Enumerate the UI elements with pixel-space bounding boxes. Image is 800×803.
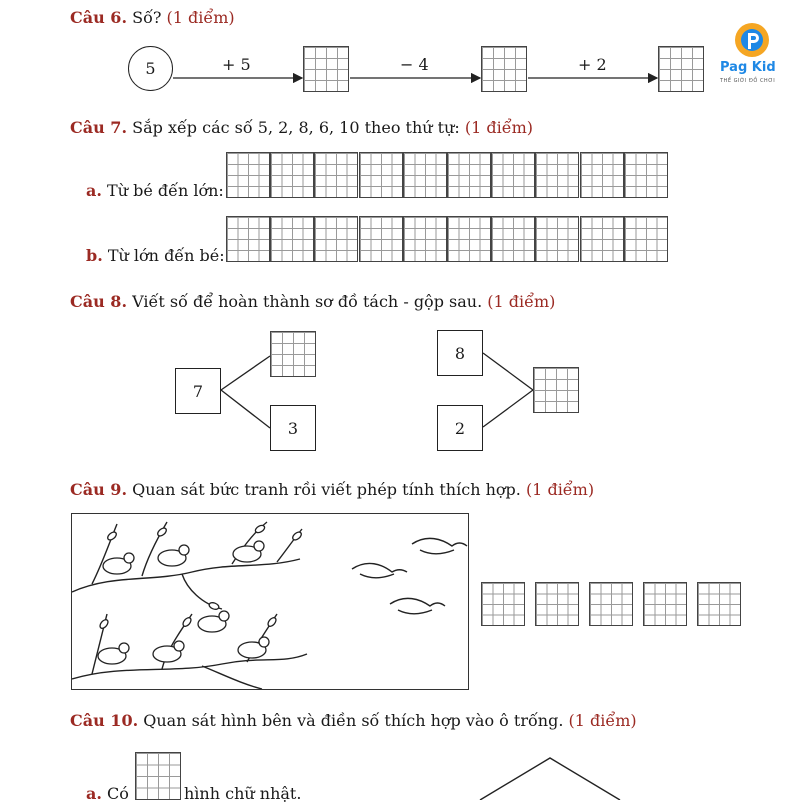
question-text: Quan sát bức tranh rồi viết phép tính thích hợp.	[132, 480, 521, 499]
question-points: (1 điểm)	[568, 711, 637, 730]
question-number: Câu 9.	[70, 480, 128, 499]
q10-row-a-prefix	[86, 784, 129, 803]
question-points: (1 điểm)	[487, 292, 556, 311]
brand-name: Pag Kid	[720, 60, 776, 75]
question-number: Câu 6.	[70, 8, 128, 27]
right-top-box: 8	[437, 330, 483, 376]
equation-box-3[interactable]	[589, 582, 633, 626]
row-text-prefix: Có	[107, 784, 129, 803]
right-bottom-box: 2	[437, 405, 483, 451]
brand-tagline: THẾ GIỚI ĐỒ CHƠI	[720, 78, 776, 84]
start-number-circle: 5	[128, 46, 173, 91]
birds-illustration	[71, 513, 469, 690]
question-number: Câu 10.	[70, 711, 139, 730]
row-text: Từ bé đến lớn:	[107, 181, 224, 200]
question-9-heading	[70, 480, 594, 499]
row-letter: a.	[86, 784, 102, 803]
left-part-answer-box[interactable]	[270, 331, 316, 377]
q10-row-a-suffix: hình chữ nhật.	[184, 784, 302, 803]
right-whole-answer-box[interactable]	[533, 367, 579, 413]
question-text: Viết số để hoàn thành sơ đồ tách - gộp sau.	[132, 292, 483, 311]
question-text: Sắp xếp các số 5, 2, 8, 6, 10 theo thứ tự:	[132, 118, 460, 137]
left-part-box: 3	[270, 405, 316, 451]
equation-box-5[interactable]	[697, 582, 741, 626]
operation-plus-2: + 2	[578, 55, 607, 74]
question-number: Câu 8.	[70, 292, 128, 311]
operation-plus-5: + 5	[222, 55, 251, 74]
row-text: Từ lớn đến bé:	[107, 246, 225, 265]
equation-box-1[interactable]	[481, 582, 525, 626]
equation-box-2[interactable]	[535, 582, 579, 626]
equation-box-4[interactable]	[643, 582, 687, 626]
left-whole-box: 7	[175, 368, 221, 414]
question-10-heading	[70, 711, 637, 730]
row-letter: b.	[86, 246, 103, 265]
rectangle-count-box[interactable]	[135, 752, 181, 800]
question-number: Câu 7.	[70, 118, 128, 137]
row-letter: a.	[86, 181, 102, 200]
question-text: Số?	[132, 8, 162, 27]
shape-figure	[470, 750, 650, 800]
birds-on-branches-image	[72, 514, 469, 690]
operation-minus-4: − 4	[400, 55, 429, 74]
question-text: Quan sát hình bên và điền số thích hợp vào ô trống.	[143, 711, 564, 730]
question-points: (1 điểm)	[166, 8, 235, 27]
question-points: (1 điểm)	[464, 118, 534, 137]
question-points: (1 điểm)	[525, 480, 595, 499]
